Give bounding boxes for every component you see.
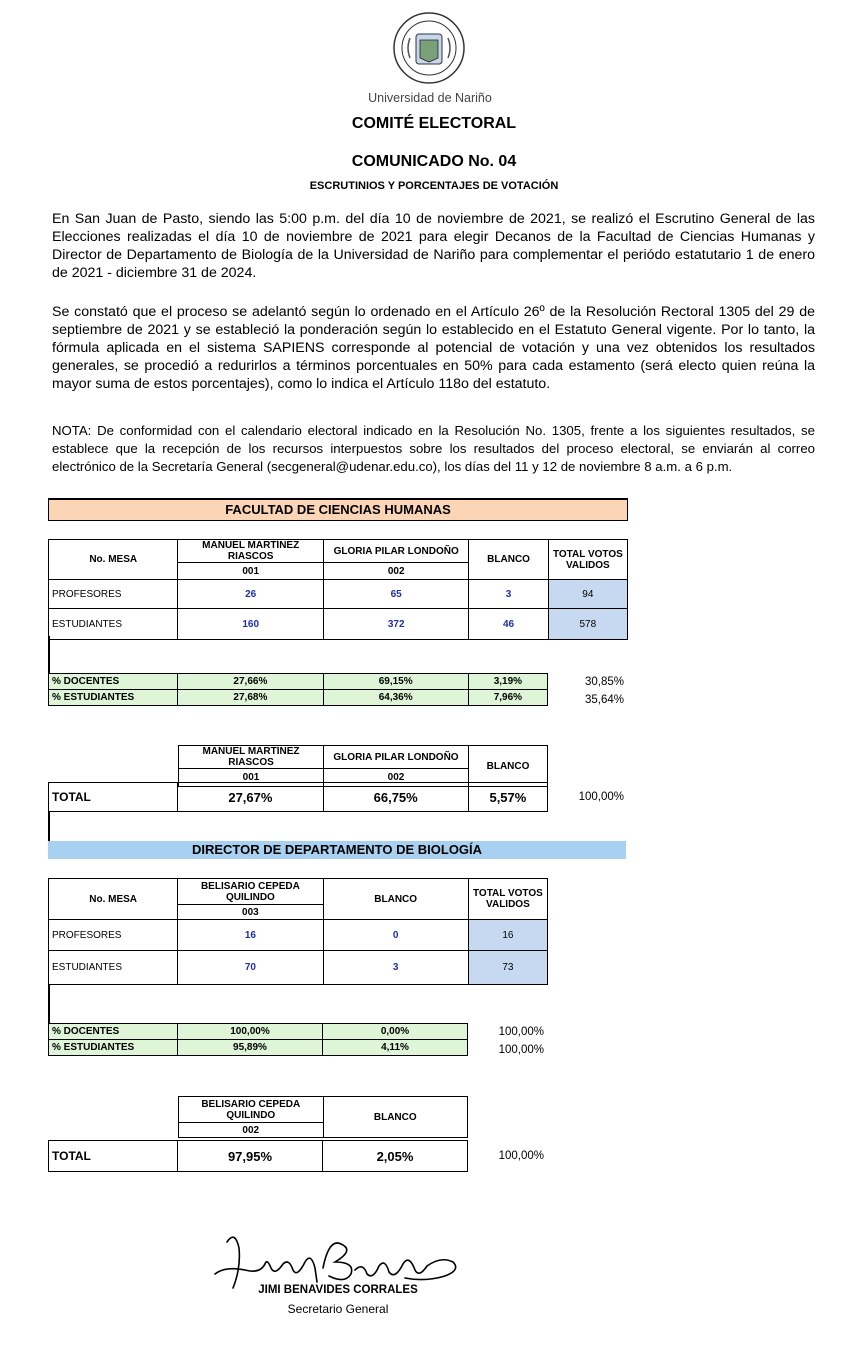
left-rule [48,811,50,843]
row-label: % DOCENTES [49,674,178,690]
row-label: TOTAL [49,1141,178,1172]
side-value: 100,00% [498,1150,544,1162]
row-label: % DOCENTES [49,1024,178,1040]
cell: 26 [178,580,324,609]
left-rule [48,985,50,1025]
cell: 3,19% [468,674,547,690]
cell: 95,89% [178,1040,323,1056]
cell: 372 [323,609,469,640]
row-label: ESTUDIANTES [49,951,178,985]
paragraph-1: En San Juan de Pasto, siendo las 5:00 p.m. del día 10 de noviembre de 2021, se realizó el Escrutino General de las Elecciones realizadas el día 10 de noviembre de 2021 para elegir Decanos de la Facultad de Ciencias Humanas y Director de Departamento de Biología de la Universidad de Nariño para complementar el periódo estatutario 1 de enero de 2021 - diciembre 31 de 2024. [52,211,815,281]
cell: 27,67% [178,783,323,812]
humanas-votes-table [48,539,628,640]
humanas-pct-table [48,673,548,706]
cell: 65 [323,580,469,609]
side-value: 100,00% [498,1026,544,1038]
cell: 2,05% [323,1141,468,1172]
cell: 64,36% [323,690,468,706]
cell: 5,57% [468,783,547,812]
left-rule [48,636,50,674]
communique-title: COMUNICADO No. 04 [351,153,517,170]
cell: 94 [548,580,627,609]
blanco-header: BLANCO [469,746,548,787]
cell: 69,15% [323,674,468,690]
biologia-total-head [178,1096,468,1138]
mesa-header: No. MESA [49,540,178,580]
blanco-header: BLANCO [323,879,468,920]
row-label: TOTAL [49,783,178,812]
row-label: PROFESORES [49,580,178,609]
mesa-header: No. MESA [49,879,178,920]
cell: 100,00% [178,1024,323,1040]
candidate-1-number: 001 [179,769,324,787]
candidate-2-header: GLORIA PILAR LONDOÑO [324,746,469,769]
cell: 66,75% [323,783,468,812]
cell: 46 [469,609,548,640]
table-row [49,920,548,951]
cell: 16 [468,920,547,951]
cell: 7,96% [468,690,547,706]
biologia-pct-table [48,1023,468,1056]
candidate-2-number: 002 [323,563,469,580]
table-row [49,580,628,609]
biologia-votes-table [48,878,548,985]
row-label: ESTUDIANTES [49,609,178,640]
subtitle: ESCRUTINIOS Y PORCENTAJES DE VOTACIÓN [309,180,559,192]
candidate-1-number: 003 [178,905,323,920]
row-label: % ESTUDIANTES [49,1040,178,1056]
cell: 70 [178,951,323,985]
candidate-2-header: GLORIA PILAR LONDOÑO [323,540,469,563]
side-value: 30,85% [584,676,624,688]
cell: 97,95% [178,1141,323,1172]
signer-name: JIMI BENAVIDES CORRALES [258,1284,418,1296]
paragraph-2: Se constató que el proceso se adelantó según lo ordenado en el Artículo 26º de la Resolución Rectoral 1305 del 29 de septiembre de 2021 y se estableció la ponderación según lo establecido en el Estatuto General vigente. Por lo tanto, la fórmula aplicada en el sistema SAPIENS corresponde al potencial de votación y una vez obtenidos los resultados generales, se procedió a redurirlos a términos porcentuales en 50% para cada estamento (será electo quien reúna la mayor suma de estos porcentajes), como lo indica el Artículo 118o del estatuto. [52,304,815,392]
humanas-band: FACULTAD DE CIENCIAS HUMANAS [48,498,628,521]
university-logo [392,8,466,88]
candidate-1-header: BELISARIO CEPEDA QUILINDO [179,1097,324,1123]
candidate-1-header: MANUEL MARTÍNEZ RIASCOS [178,540,324,563]
row-label: % ESTUDIANTES [49,690,178,706]
candidate-1-number: 001 [178,563,324,580]
blanco-header: BLANCO [323,1097,467,1138]
cell: 3 [469,580,548,609]
candidate-2-number: 002 [324,769,469,787]
biologia-band: DIRECTOR DE DEPARTAMENTO DE BIOLOGÍA [48,841,626,859]
side-value: 100,00% [498,1044,544,1056]
humanas-total-table [48,782,548,812]
side-value: 100,00% [578,791,624,803]
total-header: TOTAL VOTOS VALIDOS [548,540,627,580]
total-header: TOTAL VOTOS VALIDOS [468,879,547,920]
university-name: Universidad de Nariño [368,91,492,105]
cell: 578 [548,609,627,640]
cell: 0,00% [323,1024,468,1040]
cell: 4,11% [323,1040,468,1056]
humanas-total-head [178,745,548,787]
biologia-total-table [48,1140,468,1172]
table-row [49,951,548,985]
cell: 16 [178,920,323,951]
candidate-1-header: MANUEL MARTÍNEZ RIASCOS [179,746,324,769]
cell: 27,66% [178,674,323,690]
cell: 73 [468,951,547,985]
signer-role: Secretario General [287,1302,389,1316]
nota-paragraph: NOTA: De conformidad con el calendario electoral indicado en la Resolución No. 1305, frente a los siguientes resultados, se establece que la recepción de los recursos interpuestos sobre los resultados del proceso electoral, se enviarán al correo electrónico de la Secretaría General (secgeneral@udenar.edu.co), los días del 11 y 12 de noviembre 8 a.m. a 6 p.m. [52,423,815,474]
side-value: 35,64% [584,694,624,706]
cell: 0 [323,920,468,951]
candidate-1-number: 002 [179,1123,324,1138]
blanco-header: BLANCO [469,540,548,580]
committee-title: COMITÉ ELECTORAL [351,115,517,132]
table-row [49,609,628,640]
cell: 27,68% [178,690,323,706]
cell: 160 [178,609,324,640]
cell: 3 [323,951,468,985]
row-label: PROFESORES [49,920,178,951]
candidate-1-header: BELISARIO CEPEDA QUILINDO [178,879,323,905]
